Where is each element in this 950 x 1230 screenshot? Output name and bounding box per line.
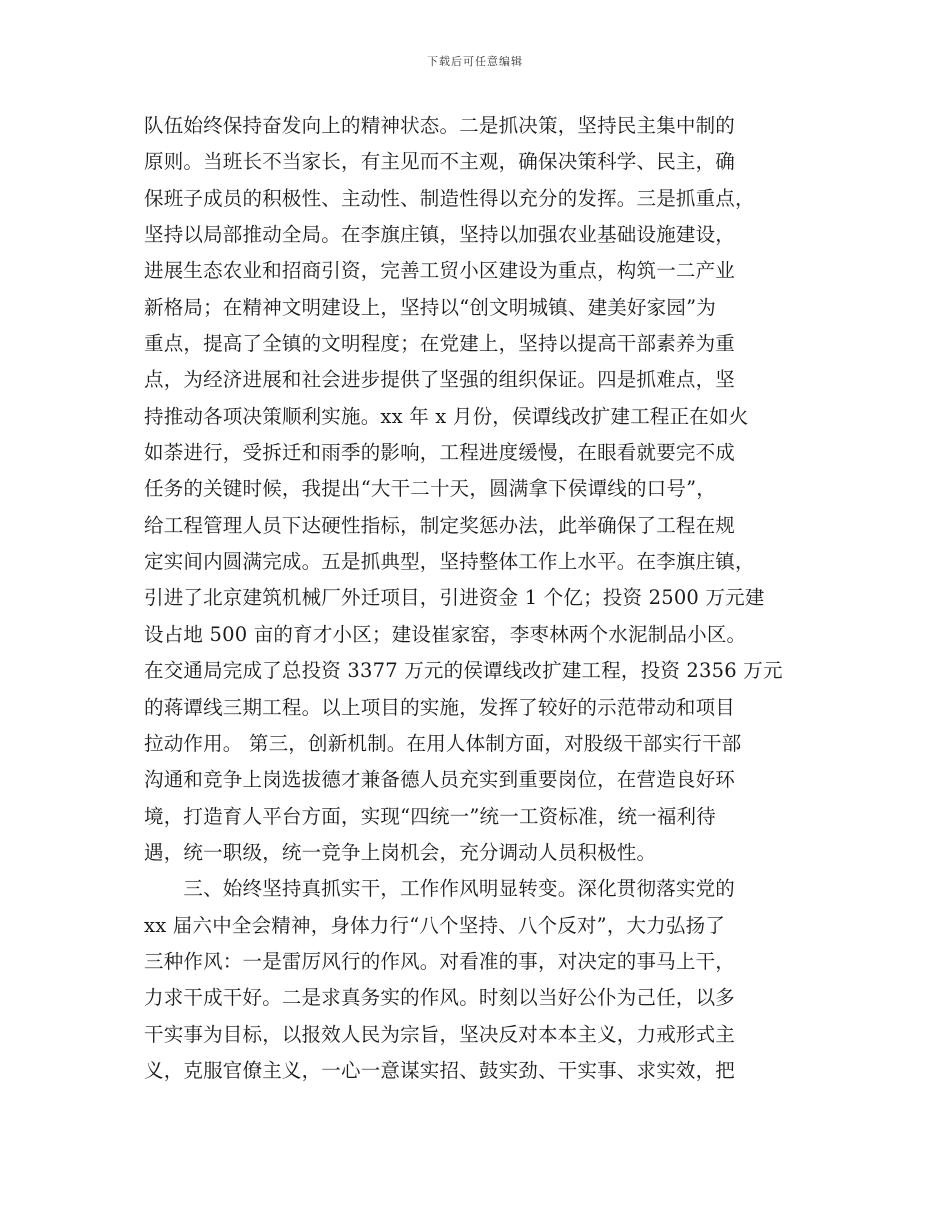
text-line: 持推动各项决策顺利实施。xx 年 x 月份，侯谭线改扩建工程正在如火 (144, 404, 749, 428)
text-line: 原则。当班长不当家长，有主见而不主观，确保决策科学、民主，确 (144, 150, 736, 174)
text-line: 义，克服官僚主义，一心一意谋实招、鼓实劲、干实事、求实效，把 (144, 1058, 736, 1082)
text-line: 拉动作用。 第三，创新机制。在用人体制方面，对股级干部实行干部 (144, 731, 742, 755)
page-header: 下载后可任意编辑 (427, 55, 523, 68)
text-line: 坚持以局部推动全局。在李旗庄镇，坚持以加强农业基础设施建设， (144, 223, 736, 247)
text-line: 任务的关键时候，我提出“大干二十天，圆满拿下侯谭线的口号”， (144, 477, 716, 501)
text-line: 点，为经济进展和社会进步提供了坚强的组织保证。四是抓难点，坚 (144, 368, 736, 392)
text-line: 三种作风：一是雷厉风行的作风。对看准的事，对决定的事马上干， (144, 949, 736, 973)
text-line: 保班子成员的积极性、主动性、制造性得以充分的发挥。三是抓重点， (144, 186, 755, 210)
text-line: xx 届六中全会精神，身体力行“八个坚持、八个反对”，大力弘扬了 (144, 913, 726, 937)
text-line: 队伍始终保持奋发向上的精神状态。二是抓决策，坚持民主集中制的 (144, 114, 736, 137)
text-line: 给工程管理人员下达硬性指标，制定奖惩办法，此举确保了工程在规 (144, 513, 736, 537)
text-line: 三、始终坚持真抓实干，工作作风明显转变。深化贯彻落实党的 (144, 877, 736, 901)
text-line: 力求干成干好。二是求真务实的作风。时刻以当好公仆为己任，以多 (144, 986, 736, 1010)
text-line: 定实间内圆满完成。五是抓典型，坚持整体工作上水平。在李旗庄镇， (144, 550, 755, 574)
document-body (144, 108, 814, 1089)
text-line: 境，打造育人平台方面，实现“四统一”统一工资标准，统一福利待 (144, 804, 716, 828)
text-line: 遇，统一职级，统一竞争上岗机会，充分调动人员积极性。 (144, 840, 657, 864)
text-line: 干实事为目标，以报效人民为宗旨，坚决反对本本主义，力戒形式主 (144, 1022, 736, 1046)
text-line: 的蒋谭线三期工程。以上项目的实施，发挥了较好的示范带动和项目 (144, 695, 736, 719)
text-line: 新格局；在精神文明建设上，坚持以“创文明城镇、建美好家园”为 (144, 295, 716, 319)
text-line: 在交通局完成了总投资 3377 万元的侯谭线改扩建工程，投资 2356 万元 (144, 659, 783, 683)
text-line: 设占地 500 亩的育才小区；建设崔家窑，李枣林两个水泥制品小区。 (144, 622, 747, 646)
text-line: 引进了北京建筑机械厂外迁项目，引进资金 1 个亿；投资 2500 万元建 (144, 586, 765, 610)
text-line: 沟通和竞争上岗选拔德才兼备德人员充实到重要岗位，在营造良好环 (144, 768, 736, 792)
text-line: 进展生态农业和招商引资，完善工贸小区建设为重点，构筑一二产业 (144, 259, 736, 283)
text-line: 重点，提高了全镇的文明程度；在党建上，坚持以提高干部素养为重 (144, 332, 736, 356)
text-line: 如荼进行，受拆迁和雨季的影响，工程进度缓慢，在眼看就要完不成 (144, 441, 736, 465)
